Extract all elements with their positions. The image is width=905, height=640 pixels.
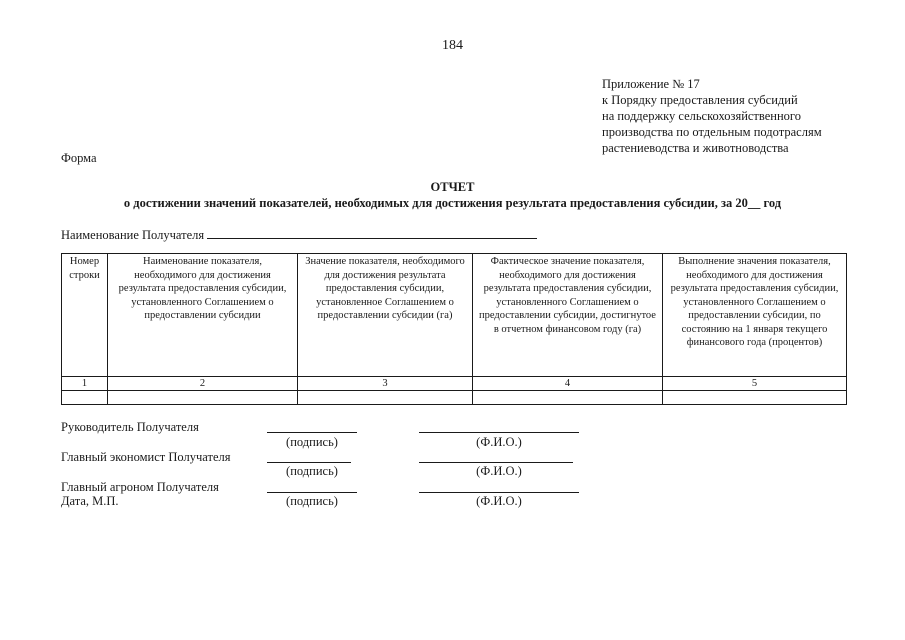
economist-name-line[interactable] xyxy=(419,462,573,463)
table-cell[interactable] xyxy=(473,391,663,405)
economist-signature-line[interactable] xyxy=(267,462,351,463)
report-subtitle: о достижении значений показателей, необходимых для достижения результата предоставления субсидии, за 20__ год xyxy=(123,196,782,210)
name-hint: (Ф.И.О.) xyxy=(476,435,522,449)
header-row-number: Номер строки xyxy=(62,254,108,377)
appendix-line: растениеводства и животноводства xyxy=(602,141,789,155)
head-signature-line[interactable] xyxy=(267,432,357,433)
page-number: 184 xyxy=(442,38,463,53)
recipient-label: Наименование Получателя xyxy=(61,228,205,242)
table-row xyxy=(62,391,847,405)
appendix-line: Приложение № 17 xyxy=(602,77,700,91)
signature-hint: (подпись) xyxy=(286,494,338,508)
appendix-line: производства по отдельным подотраслям xyxy=(602,125,822,139)
economist-label: Главный экономист Получателя xyxy=(61,450,231,464)
report-title: ОТЧЕТ xyxy=(430,180,475,194)
column-number: 2 xyxy=(108,377,298,391)
name-hint: (Ф.И.О.) xyxy=(476,464,522,478)
header-indicator-actual: Фактическое значение показателя, необходимого для достижения результата предоставления субсидии, установленного Соглашением о предоставлении субсидии, достигнутое в отчетном финансовом году (га) xyxy=(473,254,663,377)
table-header-row xyxy=(62,254,847,377)
signature-hint: (подпись) xyxy=(286,464,338,478)
column-number: 4 xyxy=(473,377,663,391)
table-cell[interactable] xyxy=(663,391,847,405)
report-table xyxy=(61,253,847,405)
table-cell[interactable] xyxy=(298,391,473,405)
appendix-line: к Порядку предоставления субсидий xyxy=(602,93,798,107)
head-label: Руководитель Получателя xyxy=(61,420,199,434)
head-name-line[interactable] xyxy=(419,432,579,433)
table-cell[interactable] xyxy=(108,391,298,405)
signature-hint: (подпись) xyxy=(286,435,338,449)
header-indicator-completion: Выполнение значения показателя, необходимого для достижения результата предоставления субсидии, установленного Соглашением о предоставлении субсидии, по состоянию на 1 января текущего финансового года (процентов) xyxy=(663,254,847,377)
column-number: 5 xyxy=(663,377,847,391)
appendix-note xyxy=(602,76,822,156)
header-indicator-name: Наименование показателя, необходимого для достижения результата предоставления субсидии, установленного Соглашением о предоставлении субсидии xyxy=(108,254,298,377)
table-number-row xyxy=(62,377,847,391)
name-hint: (Ф.И.О.) xyxy=(476,494,522,508)
header-indicator-target: Значение показателя, необходимого для достижения результата предоставления субсидии, установленное Соглашением о предоставлении субсидии (га) xyxy=(298,254,473,377)
recipient-name-field[interactable] xyxy=(207,226,537,239)
table-cell[interactable] xyxy=(62,391,108,405)
date-stamp-label: Дата, М.П. xyxy=(61,494,119,508)
form-label: Форма xyxy=(61,151,97,165)
column-number: 1 xyxy=(62,377,108,391)
recipient-name-line xyxy=(61,226,537,243)
appendix-line: на поддержку сельскохозяйственного xyxy=(602,109,801,123)
agronomist-label: Главный агроном Получателя xyxy=(61,480,219,494)
column-number: 3 xyxy=(298,377,473,391)
agronomist-name-line[interactable] xyxy=(419,492,579,493)
agronomist-signature-line[interactable] xyxy=(267,492,357,493)
